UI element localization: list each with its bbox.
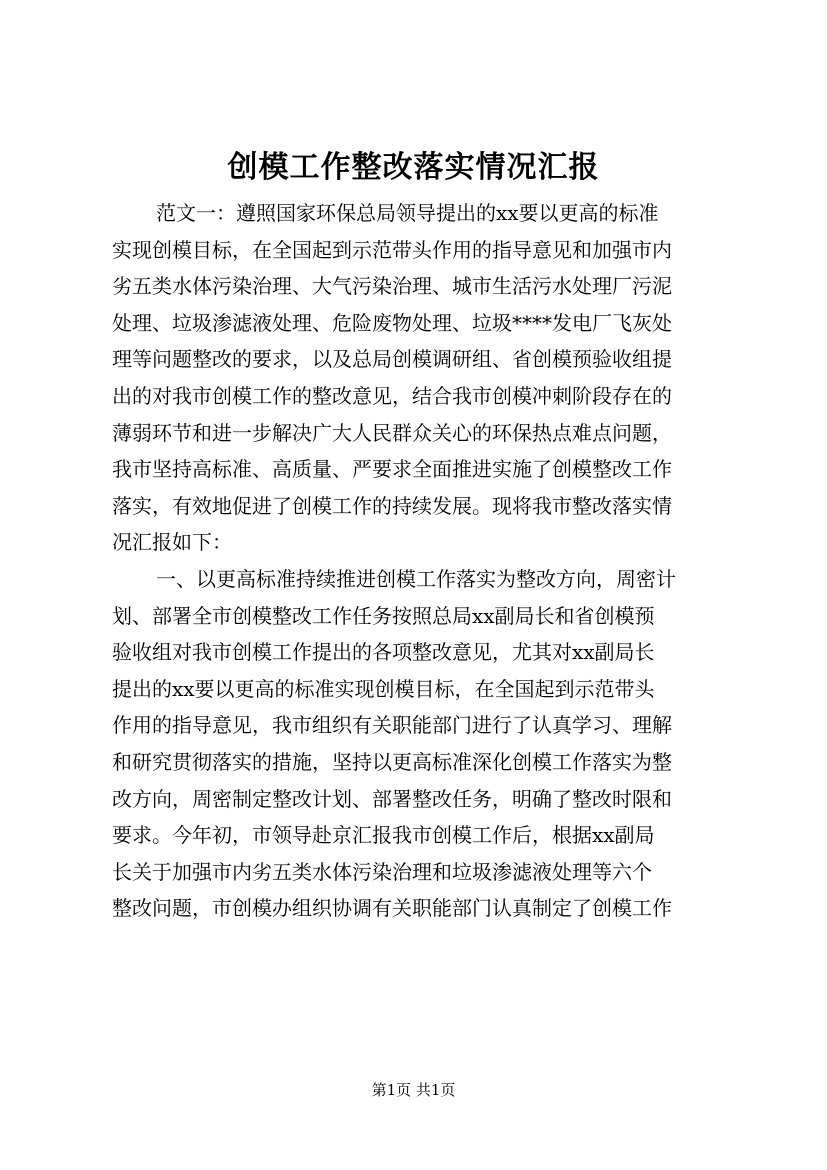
- body-line: 改方向，周密制定整改计划、部署整改任务，明确了整改时限和: [112, 786, 672, 811]
- page-footer: 第1页 共1页: [371, 1081, 456, 1099]
- body-line: 理等问题整改的要求，以及总局创模调研组、省创模预验收组提: [112, 347, 672, 372]
- document-title: 创模工作整改落实情况汇报: [227, 150, 600, 185]
- body-line: 我市坚持高标准、高质量、严要求全面推进实施了创模整改工作: [112, 457, 672, 482]
- body-line: 提出的xx要以更高的标准实现创模目标，在全国起到示范带头: [112, 676, 655, 701]
- body-line: 落实，有效地促进了创模工作的持续发展。现将我市整改落实情: [112, 493, 672, 518]
- body-line: 劣五类水体污染治理、大气污染治理、城市生活污水处理厂污泥: [112, 274, 672, 299]
- body-line: 验收组对我市创模工作提出的各项整改意见，尤其对xx副局长: [112, 640, 655, 665]
- body-line: 和研究贯彻落实的措施，坚持以更高标准深化创模工作落实为整: [112, 749, 672, 774]
- body-line: 实现创模目标，在全国起到示范带头作用的指导意见和加强市内: [112, 237, 672, 262]
- body-line: 况汇报如下：: [112, 530, 232, 555]
- body-line: 划、部署全市创模整改工作任务按照总局xx副局长和省创模预: [112, 603, 655, 628]
- body-line: 一、以更高标准持续推进创模工作落实为整改方向，周密计: [156, 566, 676, 591]
- body-line: 长关于加强市内劣五类水体污染治理和垃圾渗滤液处理等六个: [112, 859, 652, 884]
- document-body: [112, 195, 718, 927]
- body-line: 要求。今年初，市领导赴京汇报我市创模工作后，根据xx副局: [112, 823, 655, 848]
- body-line: 整改问题，市创模办组织协调有关职能部门认真制定了创模工作: [112, 896, 672, 921]
- body-line: 作用的指导意见，我市组织有关职能部门进行了认真学习、理解: [112, 713, 672, 738]
- body-line: 处理、垃圾渗滤液处理、危险废物处理、垃圾****发电厂飞灰处: [112, 310, 672, 335]
- body-line: 范文一：遵照国家环保总局领导提出的xx要以更高的标准: [156, 201, 659, 225]
- body-line: 出的对我市创模工作的整改意见，结合我市创模冲刺阶段存在的: [112, 383, 672, 408]
- body-line: 薄弱环节和进一步解决广大人民群众关心的环保热点难点问题，: [112, 420, 672, 445]
